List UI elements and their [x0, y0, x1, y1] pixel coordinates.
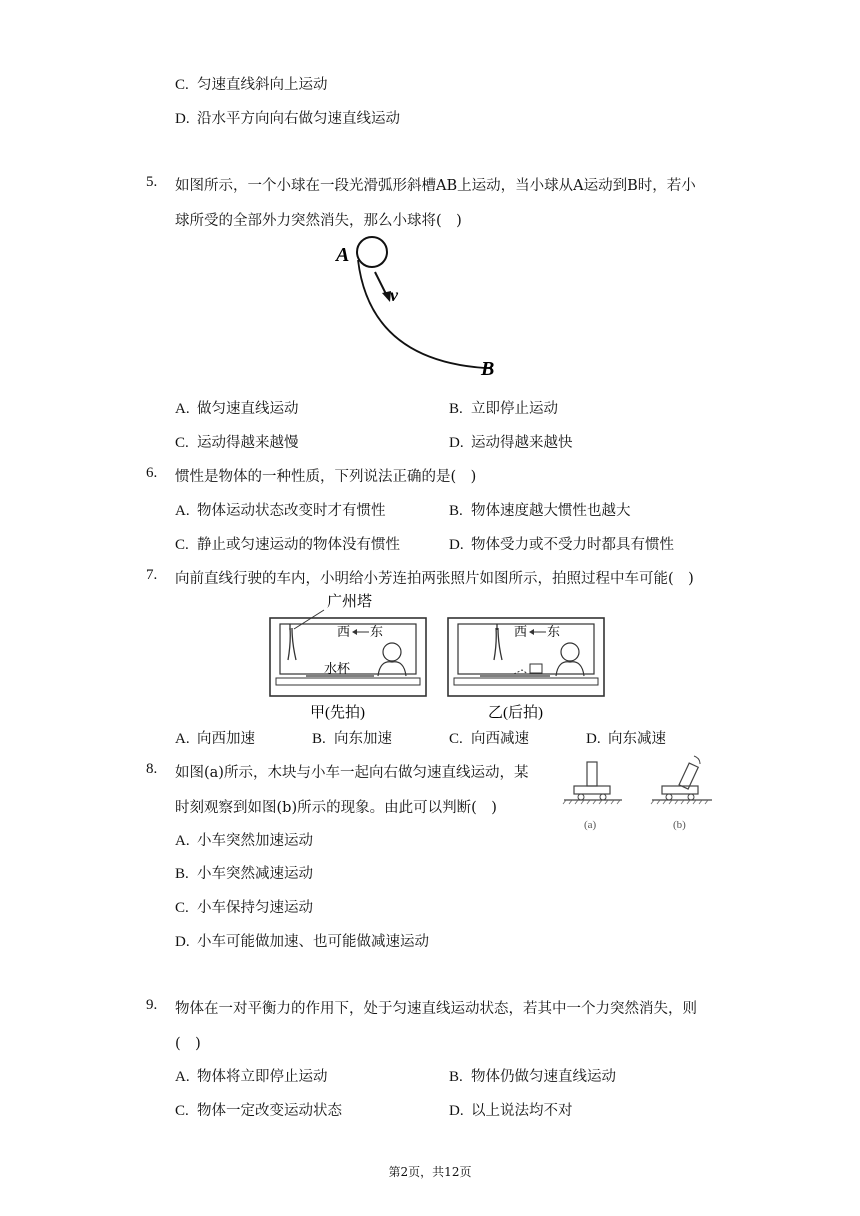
q8-option-d — [175, 930, 429, 951]
option-letter: D. — [175, 934, 190, 950]
west-label: 西 — [337, 624, 351, 639]
option-letter: C. — [175, 1103, 189, 1119]
option-text: 运动得越来越快 — [471, 435, 573, 451]
q5-option-a — [175, 397, 299, 418]
option-letter: D. — [449, 1103, 464, 1119]
option-letter: C. — [175, 77, 189, 93]
east-label: 东 — [370, 624, 384, 639]
q6-stem: 惯性是物体的一种性质，下列说法正确的是( ) — [175, 469, 477, 485]
q6-number: 6. — [146, 465, 158, 481]
option-text: 匀速直线斜向上运动 — [197, 77, 328, 93]
q6-option-d — [449, 533, 674, 554]
q9-number: 9. — [146, 997, 158, 1013]
q7-option-d — [586, 727, 666, 748]
option-text: 沿水平方向向右做匀速直线运动 — [197, 111, 400, 127]
option-text: 物体将立即停止运动 — [197, 1069, 328, 1085]
option-text: 向西加速 — [197, 731, 255, 747]
q5-option-c — [175, 431, 299, 452]
point-a-label: A — [336, 244, 350, 266]
option-text: 运动得越来越慢 — [197, 435, 299, 451]
tower-label: 广州塔 — [327, 594, 373, 610]
option-text: 物体一定改变运动状态 — [197, 1103, 342, 1119]
q8-figure-cart — [562, 748, 728, 834]
option-text: 小车保持匀速运动 — [197, 900, 313, 916]
option-letter: B. — [449, 1069, 463, 1085]
option-text: 物体仍做匀速直线运动 — [471, 1069, 616, 1085]
option-letter: B. — [312, 731, 326, 747]
q8-number: 8. — [146, 761, 158, 777]
option-text: 向东减速 — [608, 731, 666, 747]
option-text: 以上说法均不对 — [471, 1103, 573, 1119]
q7-stem: 向前直线行驶的车内，小明给小芳连拍两张照片如图所示，拍照过程中车可能( ) — [175, 571, 694, 587]
option-letter: A. — [175, 1069, 190, 1085]
q6-option-a — [175, 499, 386, 520]
option-letter: A. — [175, 401, 190, 417]
photo-panel-second — [448, 618, 604, 721]
page-footer: 第2页，共12页 — [388, 1165, 472, 1179]
q8-option-c — [175, 896, 313, 917]
option-text: 物体运动状态改变时才有惯性 — [197, 503, 386, 519]
label-b: (b) — [673, 819, 686, 831]
q8-option-b — [175, 862, 313, 883]
q5-number: 5. — [146, 174, 158, 190]
q9-option-c — [175, 1099, 342, 1120]
west-label-2: 西 — [514, 624, 528, 639]
q8-option-a — [175, 829, 313, 850]
q9-stem-line1: 物体在一对平衡力的作用下，处于匀速直线运动状态，若其中一个力突然消失，则 — [175, 1001, 697, 1017]
option-letter: A. — [175, 731, 190, 747]
option-letter: D. — [449, 435, 464, 451]
east-label-2: 东 — [547, 624, 561, 639]
q5-stem-line2: 球所受的全部外力突然消失，那么小球将( ) — [175, 213, 462, 229]
q9-option-b — [449, 1065, 616, 1086]
q9-stem-line2: ( ) — [175, 1036, 201, 1052]
q4-option-c — [175, 73, 328, 94]
q9-option-a — [175, 1065, 328, 1086]
option-letter: B. — [449, 503, 463, 519]
option-text: 做匀速直线运动 — [197, 401, 299, 417]
option-text: 小车突然减速运动 — [197, 866, 313, 882]
q7-option-c — [449, 727, 529, 748]
cup-label: 水杯 — [324, 661, 351, 676]
q7-figure-photos — [266, 588, 612, 722]
option-letter: C. — [449, 731, 463, 747]
option-text: 立即停止运动 — [471, 401, 558, 417]
q8-stem-line1: 如图(a)所示，木块与小车一起向右做匀速直线运动，某 — [175, 765, 529, 781]
photo-panel-first — [270, 592, 426, 721]
q7-option-a — [175, 727, 255, 748]
option-letter: A. — [175, 503, 190, 519]
option-letter: B. — [449, 401, 463, 417]
velocity-label: v — [390, 285, 398, 305]
caption-first: 甲(先拍) — [310, 705, 365, 721]
q5-figure-arc — [330, 230, 510, 382]
option-letter: B. — [175, 866, 189, 882]
option-letter: C. — [175, 435, 189, 451]
q4-option-d — [175, 107, 400, 128]
q8-stem-line2: 时刻观察到如图(b)所示的现象。由此可以判断( ) — [175, 800, 497, 816]
label-a: (a) — [584, 819, 597, 831]
q9-option-d — [449, 1099, 573, 1120]
q6-option-b — [449, 499, 631, 520]
option-letter: C. — [175, 900, 189, 916]
point-b-label: B — [481, 358, 495, 380]
option-letter: A. — [175, 833, 190, 849]
q5-stem-line1: 如图所示，一个小球在一段光滑弧形斜槽AB上运动，当小球从A运动到B时，若小 — [175, 178, 696, 194]
q5-option-d — [449, 431, 573, 452]
q5-option-b — [449, 397, 558, 418]
option-text: 向西减速 — [471, 731, 529, 747]
option-text: 小车可能做加速、也可能做减速运动 — [197, 934, 429, 950]
caption-second: 乙(后拍) — [488, 705, 543, 721]
option-letter: D. — [175, 111, 190, 127]
option-text: 物体受力或不受力时都具有惯性 — [471, 537, 674, 553]
option-letter: D. — [449, 537, 464, 553]
cart-figure-a — [563, 762, 622, 831]
option-text: 小车突然加速运动 — [197, 833, 313, 849]
q7-number: 7. — [146, 567, 158, 583]
option-letter: C. — [175, 537, 189, 553]
option-text: 静止或匀速运动的物体没有惯性 — [197, 537, 400, 553]
q6-option-c — [175, 533, 400, 554]
option-text: 物体速度越大惯性也越大 — [471, 503, 631, 519]
option-letter: D. — [586, 731, 601, 747]
q7-option-b — [312, 727, 392, 748]
cart-figure-b — [651, 756, 712, 831]
option-text: 向东加速 — [334, 731, 392, 747]
